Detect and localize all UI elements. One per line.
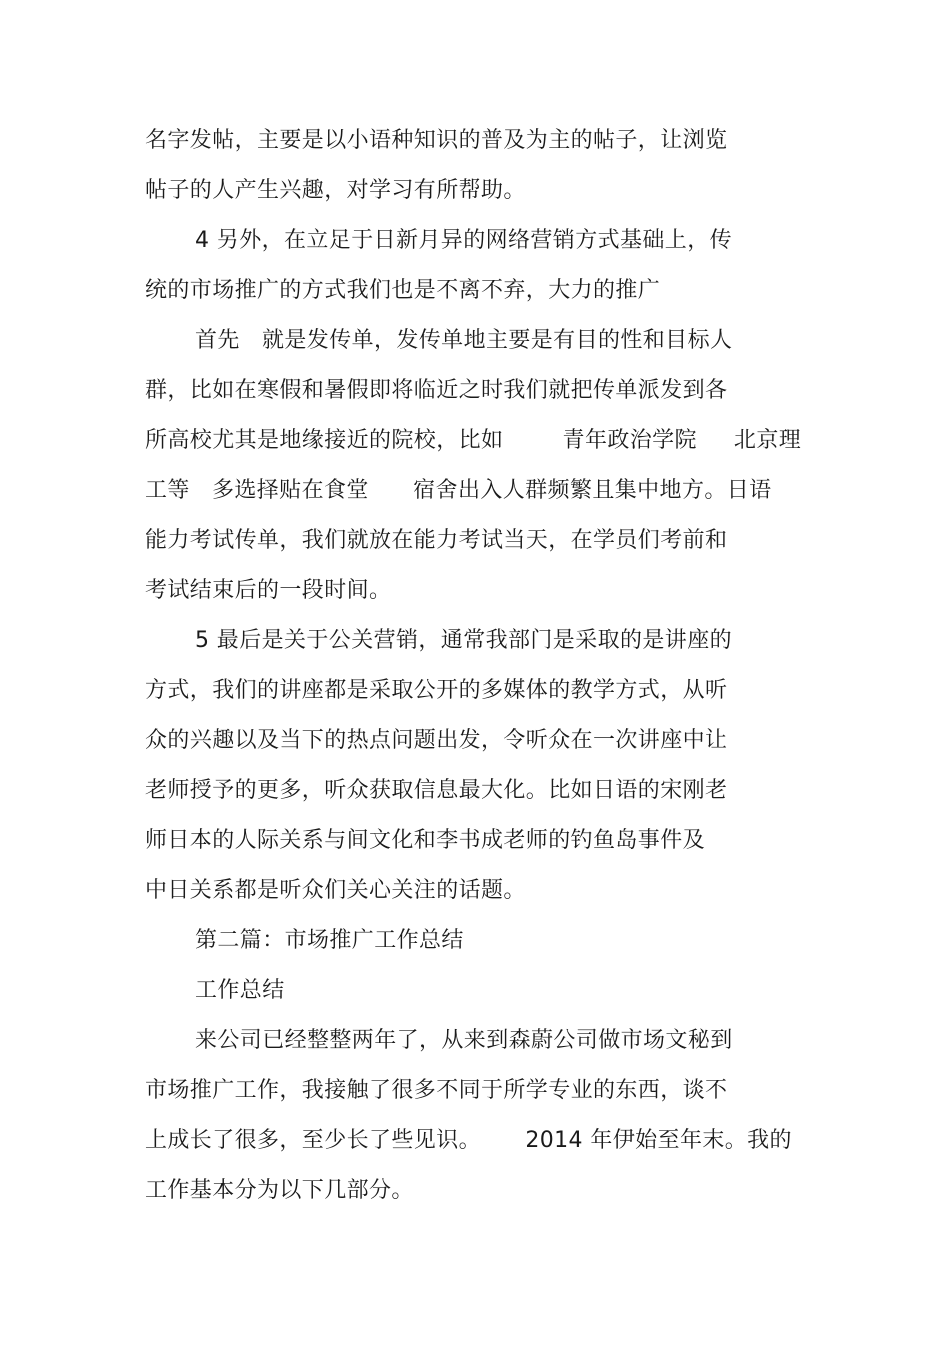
text-line-4: 统的市场推广的方式我们也是不离不弃，大力的推广 bbox=[145, 278, 661, 303]
text-line-19: 来公司已经整整两年了，从来到森蔚公司做市场文秘到 bbox=[195, 1028, 733, 1053]
text-line-9: 能力考试传单，我们就放在能力考试当天，在学员们考前和 bbox=[145, 528, 728, 553]
text-line-10: 考试结束后的一段时间。 bbox=[145, 578, 392, 603]
text-line-7: 所高校尤其是地缘接近的院校，比如 青年政治学院 北京理 bbox=[145, 428, 802, 453]
text-line-6: 群，比如在寒假和暑假即将临近之时我们就把传单派发到各 bbox=[145, 378, 728, 403]
text-line-8: 工等 多选择贴在食堂 宿舍出入人群频繁且集中地方。日语 bbox=[145, 478, 772, 503]
text-line-3: 4 另外，在立足于日新月异的网络营销方式基础上，传 bbox=[195, 228, 732, 253]
text-line-5: 首先 就是发传单，发传单地主要是有目的性和目标人 bbox=[195, 328, 733, 353]
text-line-22: 工作基本分为以下几部分。 bbox=[145, 1178, 414, 1203]
text-line-11: 5 最后是关于公关营销，通常我部门是采取的是讲座的 bbox=[195, 628, 732, 653]
text-line-21: 上成长了很多，至少长了些见识。 2014 年伊始至年末。我的 bbox=[145, 1128, 792, 1153]
text-line-13: 众的兴趣以及当下的热点问题出发，令听众在一次讲座中让 bbox=[145, 728, 728, 753]
section-heading: 第二篇：市场推广工作总结 bbox=[195, 928, 464, 953]
text-line-2: 帖子的人产生兴趣，对学习有所帮助。 bbox=[145, 178, 526, 203]
text-line-1: 名字发帖，主要是以小语种知识的普及为主的帖子，让浏览 bbox=[145, 128, 728, 153]
text-line-15: 师日本的人际关系与间文化和李书成老师的钓鱼岛事件及 bbox=[145, 828, 706, 853]
text-line-14: 老师授予的更多，听众获取信息最大化。比如日语的宋刚老 bbox=[145, 778, 728, 803]
text-line-20: 市场推广工作，我接触了很多不同于所学专业的东西，谈不 bbox=[145, 1078, 728, 1103]
section-subheading: 工作总结 bbox=[195, 978, 285, 1003]
text-line-16: 中日关系都是听众们关心关注的话题。 bbox=[145, 878, 526, 903]
text-line-12: 方式，我们的讲座都是采取公开的多媒体的教学方式，从听 bbox=[145, 678, 728, 703]
